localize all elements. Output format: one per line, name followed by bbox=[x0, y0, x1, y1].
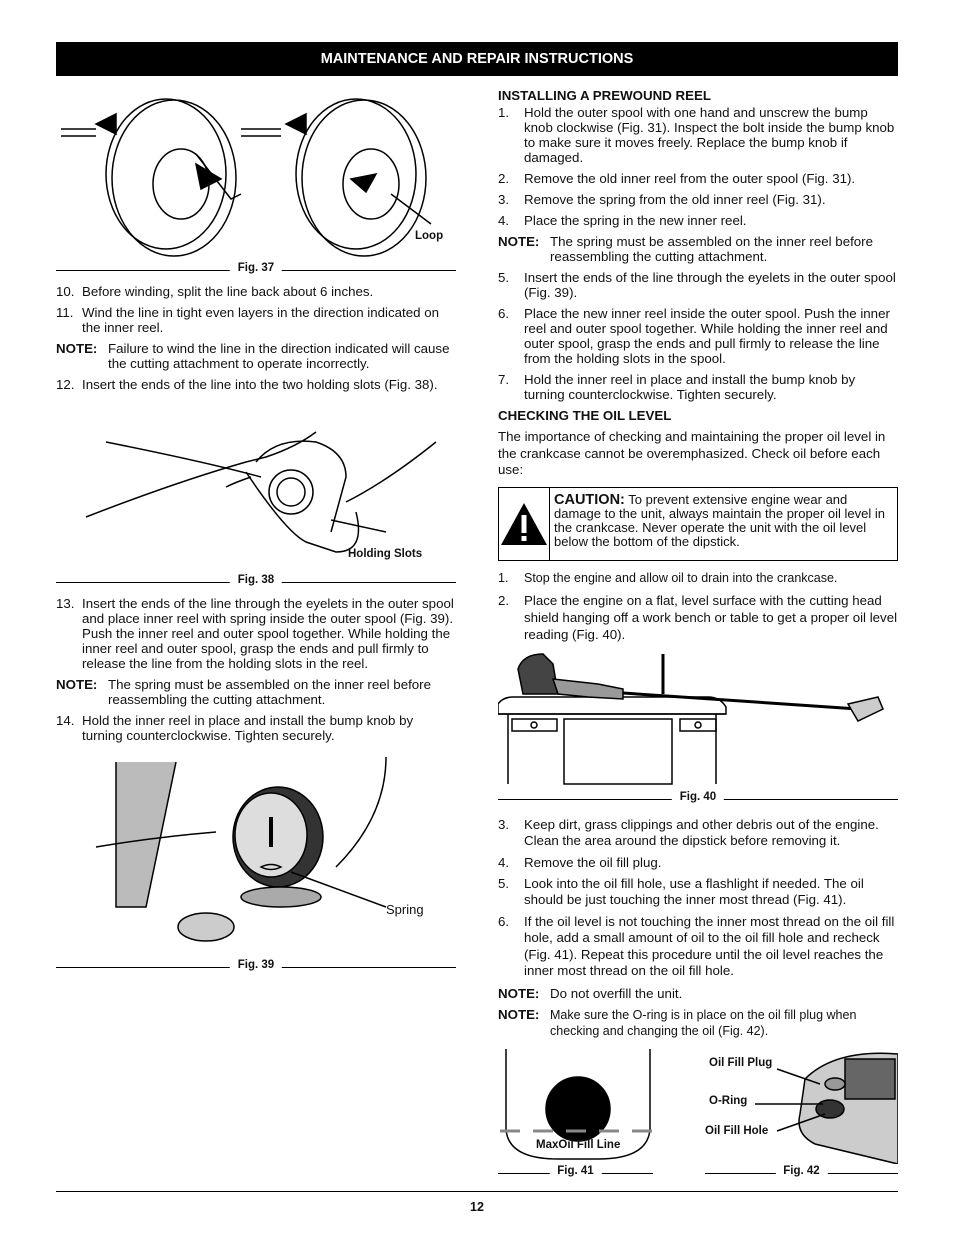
step-o6: 6. If the oil level is not touching the inner most thread on the oil fill hole, add a small amount of oil to the oil fill hole and recheck (Fig. 41). Repeat this procedure until the oil level reaches the inner most thread on the oil fill hole. bbox=[498, 913, 895, 978]
oil-fill-hole-callout: Oil Fill Hole bbox=[705, 1124, 769, 1137]
note-wind: NOTE: Failure to wind the line in the direction indicated will cause the cutting attachment to operate incorrectly. bbox=[56, 341, 450, 371]
left-column bbox=[56, 84, 456, 975]
step-r4: 4. Place the spring in the new inner reel. bbox=[498, 213, 747, 228]
footer-rule bbox=[56, 1191, 898, 1192]
fig37-caption: Fig. 37 bbox=[56, 262, 456, 278]
note-overfill: NOTE: Do not overfill the unit. bbox=[498, 985, 683, 1001]
note-oring: NOTE: Make sure the O-ring is in place on the oil fill plug when checking and changing the oil (Fig. 42). bbox=[498, 1006, 857, 1038]
caution-text: CAUTION: To prevent extensive engine wear and damage to the unit, always maintain the proper oil level in the crankcase. Never operate the unit with the oil level below the bottom of the dipstick. bbox=[554, 491, 885, 549]
holding-slots-callout: Holding Slots bbox=[348, 548, 423, 560]
heading-oil: CHECKING THE OIL LEVEL bbox=[498, 408, 672, 423]
spring-reel-illustration bbox=[56, 757, 456, 957]
step-o1: 1. Stop the engine and allow oil to drain into the crankcase. bbox=[498, 570, 838, 585]
caution-box bbox=[498, 487, 898, 561]
heading-prewound: INSTALLING A PREWOUND REEL bbox=[498, 88, 711, 103]
right-column bbox=[498, 84, 898, 1179]
fig42-caption: Fig. 42 bbox=[705, 1165, 898, 1181]
figure-40 bbox=[498, 649, 898, 789]
o-ring-callout: O-Ring bbox=[709, 1094, 748, 1107]
holding-slots-illustration bbox=[56, 402, 456, 572]
step-o5: 5. Look into the oil fill hole, use a flashlight if needed. The oil should be just touching the inner most thread (Fig. 41). bbox=[498, 875, 864, 907]
step-r6: 6. Place the new inner reel inside the outer spool. Push the inner reel and outer spool together. While holding the inner reel and outer spool, grasp the ends and pull firmly to release the line from the holding slots in the spool. bbox=[498, 306, 890, 366]
step-r3: 3. Remove the spring from the old inner reel (Fig. 31). bbox=[498, 192, 826, 207]
step-11: 11. Wind the line in tight even layers in the direction indicated on the inner reel. bbox=[56, 305, 440, 335]
page-number: 12 bbox=[470, 1200, 484, 1214]
figure-38 bbox=[56, 402, 456, 572]
step-r1: 1. Hold the outer spool with one hand and unscrew the bump knob clockwise (Fig. 31). Inspect the bolt inside the bump knob to make sure it moves freely. Replace the bump knob if damaged. bbox=[498, 105, 895, 165]
warning-triangle-icon bbox=[499, 488, 550, 560]
figures-41-42-row bbox=[498, 1049, 898, 1179]
trimmer-on-bench-illustration bbox=[498, 649, 898, 789]
figure-42 bbox=[705, 1049, 898, 1164]
max-oil-fill-line-callout: MaxOil Fill Line bbox=[536, 1138, 621, 1151]
step-r5: 5. Insert the ends of the line through the eyelets in the outer spool (Fig. 39). bbox=[498, 270, 896, 300]
step-o4: 4. Remove the oil fill plug. bbox=[498, 854, 662, 870]
step-13: 13. Insert the ends of the line through the eyelets in the outer spool and place inner reel with spring inside the outer spool (Fig. 39). Push the inner reel and outer spool together. While holding the inner reel and outer spool, grasp the ends and pull firmly to release the line from the holding slots in the reel. bbox=[56, 596, 454, 671]
bump-head-illustration bbox=[56, 84, 456, 260]
step-o2: 2. Place the engine on a flat, level surface with the cutting head shield hanging off a work bench or table to get a proper oil level reading (Fig. 40). bbox=[498, 592, 898, 642]
note-spring-left: NOTE: The spring must be assembled on the inner reel before reassembling the cutting attachment. bbox=[56, 677, 432, 707]
section-header: MAINTENANCE AND REPAIR INSTRUCTIONS bbox=[56, 42, 898, 76]
figure-39 bbox=[56, 757, 456, 957]
oil-fill-plug-callout: Oil Fill Plug bbox=[709, 1056, 773, 1069]
note-spring-right: NOTE: The spring must be assembled on the inner reel before reassembling the cutting attachment. bbox=[498, 234, 874, 264]
fig40-caption: Fig. 40 bbox=[498, 791, 898, 807]
figure-41 bbox=[498, 1049, 653, 1164]
step-o3: 3. Keep dirt, grass clippings and other debris out of the engine. Clean the area around the dipstick before removing it. bbox=[498, 816, 879, 848]
fig41-caption: Fig. 41 bbox=[498, 1165, 653, 1181]
step-r7: 7. Hold the inner reel in place and install the bump knob by turning counterclockwise. Tighten securely. bbox=[498, 372, 856, 402]
step-r2: 2. Remove the old inner reel from the outer spool (Fig. 31). bbox=[498, 171, 856, 186]
oil-intro: The importance of checking and maintaining the proper oil level in the crankcase cannot be overemphasized. Check oil before each use: bbox=[498, 429, 886, 477]
spring-callout: Spring bbox=[386, 902, 424, 917]
fig38-caption: Fig. 38 bbox=[56, 574, 456, 590]
figure-37 bbox=[56, 84, 456, 260]
step-14: 14. Hold the inner reel in place and install the bump knob by turning counterclockwise. Tighten securely. bbox=[56, 713, 414, 743]
fig39-caption: Fig. 39 bbox=[56, 959, 456, 975]
loop-callout: Loop bbox=[415, 230, 444, 242]
step-10: 10. Before winding, split the line back about 6 inches. bbox=[56, 284, 374, 299]
step-12: 12. Insert the ends of the line into the two holding slots (Fig. 38). bbox=[56, 377, 438, 392]
